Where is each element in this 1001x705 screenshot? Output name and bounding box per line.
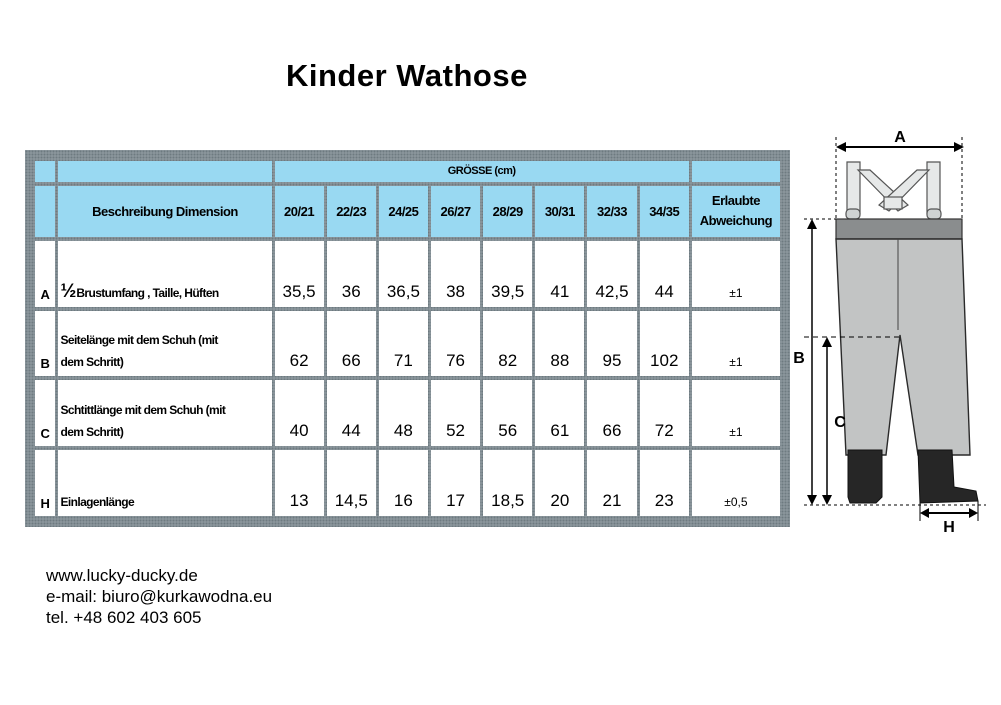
table-cell: 18,5 (483, 450, 532, 516)
tolerance-cell: ±1 (692, 311, 780, 377)
table-cell: 71 (379, 311, 428, 377)
email-link[interactable]: e-mail: biuro@kurkawodna.eu (46, 587, 273, 606)
table-cell: 42,5 (587, 241, 636, 307)
size-header: 20/21 (275, 186, 324, 237)
header-row-group (35, 161, 780, 182)
header-blank-code (35, 161, 55, 182)
dimension-h (920, 501, 978, 521)
size-header: 34/35 (640, 186, 689, 237)
tolerance-cell: ±0,5 (692, 450, 780, 516)
table-cell: 72 (640, 380, 689, 446)
header-code-cell (35, 186, 55, 237)
contact-block (46, 565, 272, 628)
table-cell: 14,5 (327, 450, 376, 516)
table-cell: 41 (535, 241, 584, 307)
table-cell: 102 (640, 311, 689, 377)
row-description-line1: Brustumfang , Taille, Hüften (76, 285, 219, 300)
wader-legs (836, 239, 970, 455)
tolerance-cell: ±1 (692, 380, 780, 446)
wader-diagram (790, 125, 1001, 540)
row-code: H (35, 450, 55, 516)
table-cell: 40 (275, 380, 324, 446)
header-blank-desc (58, 161, 271, 182)
tolerance-header-line1: Erlaubte (711, 193, 760, 209)
table-cell: 48 (379, 380, 428, 446)
header-row (35, 186, 780, 237)
table-cell: 66 (327, 311, 376, 377)
size-header: 24/25 (379, 186, 428, 237)
table-row-b (35, 311, 780, 377)
size-table (32, 157, 783, 520)
size-header: 32/33 (587, 186, 636, 237)
table-cell: 76 (431, 311, 480, 377)
table-cell: 56 (483, 380, 532, 446)
table-cell: 95 (587, 311, 636, 377)
table-cell: 66 (587, 380, 636, 446)
table-cell: 16 (379, 450, 428, 516)
table-cell: 21 (587, 450, 636, 516)
page-title: Kinder Wathose (286, 58, 528, 93)
table-cell: 88 (535, 311, 584, 377)
table-cell: 62 (275, 311, 324, 377)
row-code: A (35, 241, 55, 307)
table-cell: 20 (535, 450, 584, 516)
row-code: B (35, 311, 55, 377)
description-header: Beschreibung Dimension (58, 186, 271, 237)
table-cell: 17 (431, 450, 480, 516)
tolerance-header (692, 186, 780, 237)
table-cell: 61 (535, 380, 584, 446)
website-link[interactable]: www.lucky-ducky.de (46, 566, 198, 585)
row-description-line1: Schtittlänge mit dem Schuh (mit (60, 403, 226, 418)
waist-band (836, 219, 962, 239)
table-row-a (35, 241, 780, 307)
table-cell: 13 (275, 450, 324, 516)
table-cell: 38 (431, 241, 480, 307)
half-symbol: ½ (60, 280, 77, 302)
table-row-h (35, 450, 780, 516)
table-cell: 52 (431, 380, 480, 446)
table-cell: 44 (640, 241, 689, 307)
table-row-c (35, 380, 780, 446)
phone-number: tel. +48 602 403 605 (46, 608, 202, 627)
suspender-straps (846, 162, 941, 219)
table-cell: 44 (327, 380, 376, 446)
row-description-line1: Seitelänge mit dem Schuh (mit (60, 333, 218, 348)
table-cell: 39,5 (483, 241, 532, 307)
row-description (58, 450, 271, 516)
size-group-header: GRÖSSE (cm) (275, 161, 689, 182)
size-header: 28/29 (483, 186, 532, 237)
label-a: A (894, 129, 906, 146)
label-b: B (793, 350, 805, 367)
size-table-frame (25, 150, 790, 527)
row-description (58, 241, 271, 307)
row-description-line1: Einlagenlänge (60, 495, 135, 509)
tolerance-header-line2: Abweichung (699, 213, 773, 229)
table-cell: 23 (640, 450, 689, 516)
boots (848, 450, 978, 503)
row-description (58, 311, 271, 377)
row-description-line2: dem Schritt) (60, 425, 124, 440)
table-cell: 35,5 (275, 241, 324, 307)
size-header: 30/31 (535, 186, 584, 237)
table-cell: 36,5 (379, 241, 428, 307)
label-c: C (834, 414, 846, 431)
size-header: 26/27 (431, 186, 480, 237)
size-header: 22/23 (327, 186, 376, 237)
table-cell: 36 (327, 241, 376, 307)
header-blank-tolerance (692, 161, 780, 182)
tolerance-cell: ±1 (692, 241, 780, 307)
label-h: H (943, 519, 955, 536)
row-description (58, 380, 271, 446)
dimension-b (804, 219, 836, 505)
row-code: C (35, 380, 55, 446)
row-description-line2: dem Schritt) (60, 355, 124, 370)
table-cell: 82 (483, 311, 532, 377)
